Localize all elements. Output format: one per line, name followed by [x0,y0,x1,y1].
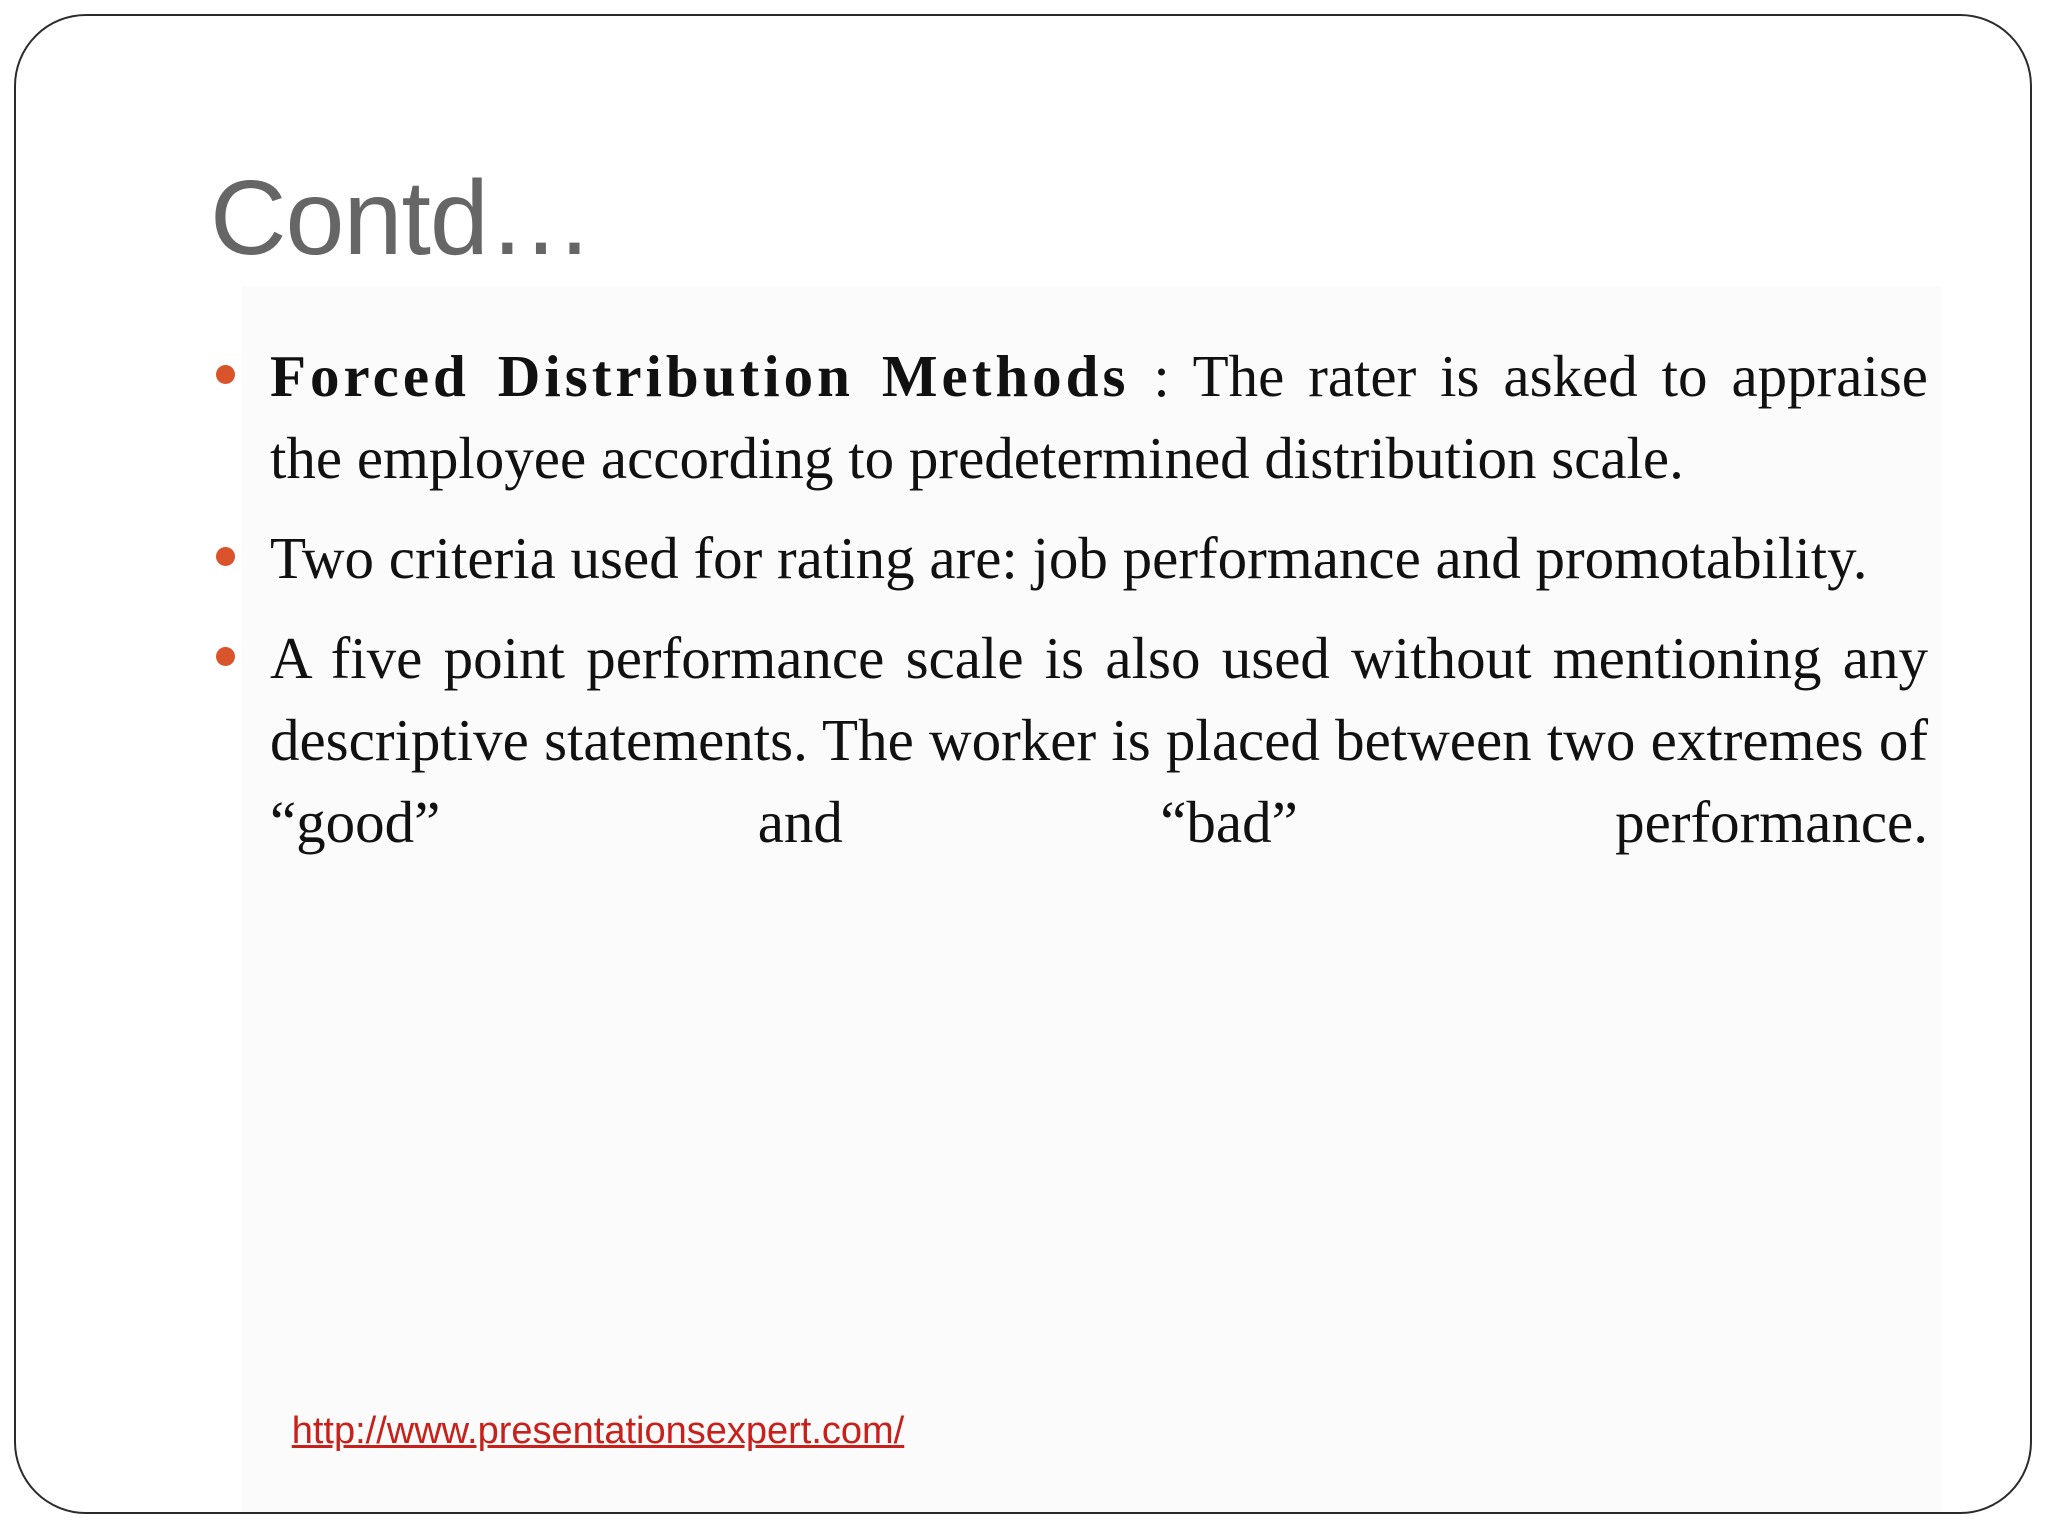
bullet-text: A five point performance scale is also used without mentioning any descriptive statements. The worker is placed between two extremes of “good” and “bad” performance. [270,625,1928,855]
bullet-list [270,335,1928,863]
bullet-dot-icon [216,547,235,566]
slide-title: Contd… [210,159,593,277]
bullet-item-forced-distribution [270,335,1928,499]
bullet-dot-icon [216,365,235,384]
bullet-term: Forced Distribution Methods [270,343,1130,409]
bullet-text: : The rater is asked to appraise the employee according to predetermined distribution scale. [270,343,1928,491]
bullet-text: Two criteria used for rating are: job performance and promotability. [270,525,1868,591]
bullet-dot-icon [216,647,235,666]
bullet-item-five-point-scale [270,617,1928,863]
footer-link[interactable]: http://www.presentationsexpert.com/ [291,1410,905,1452]
bullet-item-criteria [270,517,1928,599]
